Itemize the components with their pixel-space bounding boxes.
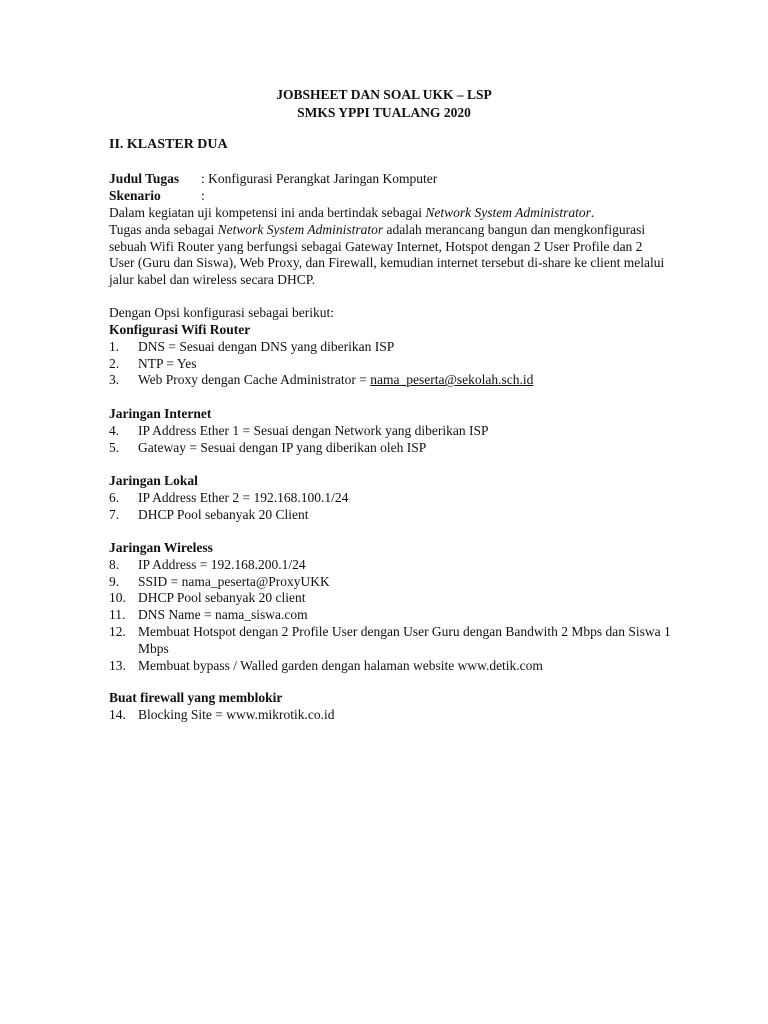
list-item [109, 507, 348, 524]
item-text: IP Address Ether 1 = Sesuai dengan Network yang diberikan ISP [138, 422, 489, 438]
judul-tugas-label: Judul Tugas [109, 171, 180, 186]
group-title: Konfigurasi Wifi Router [109, 322, 251, 337]
config-list [109, 707, 334, 724]
opsi-text: Dengan Opsi konfigurasi sebagai berikut: [109, 305, 334, 320]
scenario-paragraph [109, 205, 669, 289]
group-title: Jaringan Internet [109, 406, 212, 421]
item-number: 7. [109, 506, 120, 522]
item-number: 6. [109, 489, 120, 505]
config-list [109, 423, 489, 457]
document-header [0, 86, 768, 122]
config-list [109, 557, 689, 675]
item-text: NTP = Yes [138, 355, 197, 371]
item-text: Web Proxy dengan Cache Administrator = [138, 372, 371, 388]
item-text: IP Address Ether 2 = 192.168.100.1/24 [138, 489, 349, 505]
scenario-line-2 [109, 222, 669, 289]
item-text: Membuat Hotspot dengan 2 Profile User dengan User Guru dengan Bandwith 2 Mbps dan Siswa 1 Mbps [138, 623, 671, 656]
section-title: II. KLASTER DUA [109, 137, 228, 152]
email-link[interactable]: nama_peserta@sekolah.sch.id [370, 372, 534, 388]
list-item [109, 356, 533, 373]
list-item [109, 624, 689, 658]
intro-text: adalah merancang bangun dan mengkonfigurasi sebuah Wifi Router yang berfungsi sebagai Gateway Internet, Hotspot dengan 2 User Profile dan 2 User (Guru dan Siswa), Web Proxy, dan Firewall, kemudian internet tersebut di-share ke client melalui jalur kabel dan wireless secara DHCP. [109, 221, 665, 288]
header-line-1: JOBSHEET DAN SOAL UKK – LSP [276, 87, 492, 102]
list-item [109, 607, 689, 624]
item-number: 2. [109, 355, 120, 371]
list-item [109, 440, 489, 457]
item-text: Gateway = Sesuai dengan IP yang diberikan oleh ISP [138, 439, 427, 455]
list-item [109, 490, 348, 507]
list-item [109, 707, 334, 724]
item-text: Blocking Site = www.mikrotik.co.id [138, 706, 335, 722]
config-list [109, 490, 348, 524]
role-name: Network System Administrator [217, 221, 384, 237]
group-title: Jaringan Wireless [109, 540, 213, 555]
config-list [109, 339, 533, 389]
item-text: Membuat bypass / Walled garden dengan halaman website www.detik.com [138, 657, 543, 673]
list-item [109, 574, 689, 591]
item-number: 13. [109, 657, 126, 673]
group-title: Jaringan Lokal [109, 473, 198, 488]
intro-text: Dalam kegiatan uji kompetensi ini anda bertindak sebagai [109, 205, 426, 220]
intro-text: Tugas anda sebagai [109, 221, 218, 237]
group-jaringan-internet [109, 406, 489, 456]
item-number: 9. [109, 573, 120, 589]
skenario-value: : [201, 188, 205, 203]
group-firewall [109, 690, 334, 724]
item-number: 3. [109, 372, 120, 388]
intro-text: . [590, 205, 595, 220]
role-name: Network System Administrator [425, 205, 591, 220]
list-item [109, 557, 689, 574]
group-wifi-router [109, 322, 533, 389]
group-jaringan-wireless [109, 540, 689, 674]
item-number: 4. [109, 422, 120, 438]
item-number: 10. [109, 590, 126, 606]
group-title: Buat firewall yang memblokir [109, 690, 283, 705]
list-item [109, 423, 489, 440]
list-item [109, 590, 689, 607]
item-text: SSID = nama_peserta@ProxyUKK [138, 573, 330, 589]
judul-tugas-value: : Konfigurasi Perangkat Jaringan Komputer [201, 171, 438, 186]
item-number: 8. [109, 556, 120, 572]
list-item [109, 372, 533, 389]
item-number: 5. [109, 439, 120, 455]
scenario-line-1 [109, 205, 669, 222]
skenario-label: Skenario [109, 188, 161, 203]
item-number: 12. [109, 623, 126, 639]
item-text: DHCP Pool sebanyak 20 Client [138, 506, 309, 522]
item-text: DNS = Sesuai dengan DNS yang diberikan ISP [138, 338, 395, 354]
list-item [109, 339, 533, 356]
item-text: DNS Name = nama_siswa.com [138, 607, 308, 623]
list-item [109, 658, 689, 675]
header-line-2: SMKS YPPI TUALANG 2020 [297, 105, 471, 120]
group-jaringan-lokal [109, 473, 348, 523]
item-number: 14. [109, 706, 126, 722]
item-number: 11. [109, 607, 126, 623]
skenario-row [109, 188, 205, 205]
item-text: IP Address = 192.168.200.1/24 [138, 556, 306, 572]
item-text: DHCP Pool sebanyak 20 client [138, 590, 306, 606]
judul-tugas-row [109, 171, 437, 188]
item-number: 1. [109, 338, 120, 354]
